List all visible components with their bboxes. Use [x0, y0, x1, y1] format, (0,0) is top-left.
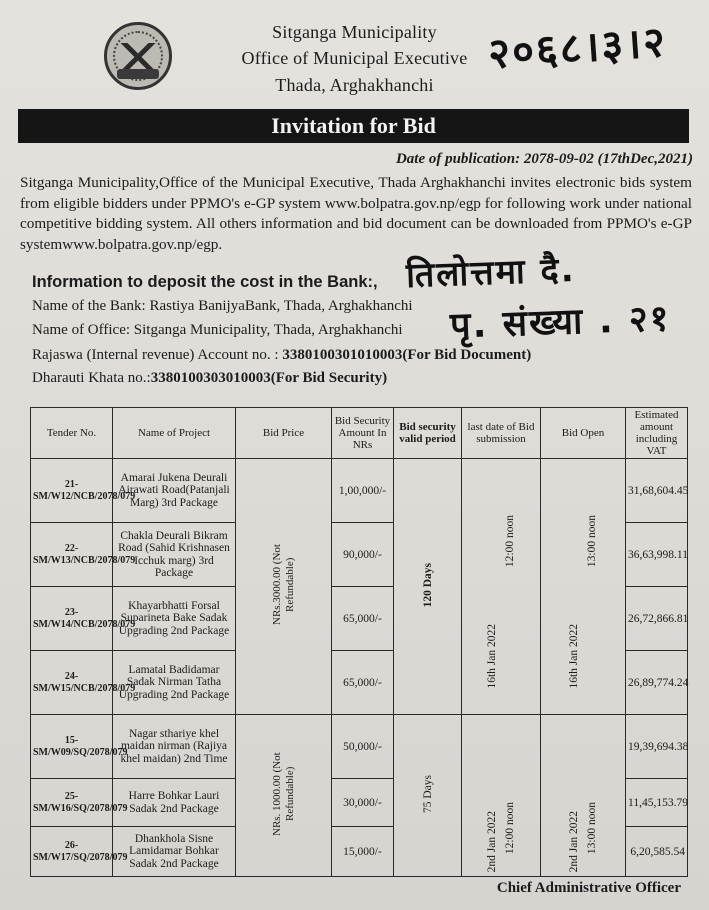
project-name: Harre Bohkar Lauri Sadak 2nd Package [113, 779, 236, 827]
table-row [31, 459, 688, 523]
intro-paragraph: Sitganga Municipality,Office of the Municipal Executive, Thada Arghakhanchi invites electronic bids system from eligible bidders under PPMO's e-GP system www.bolpatra.gov.np/egp for following work under national competitive bidding system. All others information and bid document can be downloaded from PPMO's e-GP systemwww.bolpatra.gov.np/egp. [20, 174, 692, 253]
bid-security: 65,000/- [332, 587, 394, 651]
rajaswa-account [32, 347, 531, 364]
valid-period-group-2 [394, 715, 462, 877]
submission-date: 16th Jan 2022 [486, 624, 498, 689]
table-row [31, 715, 688, 779]
signature-title: Chief Administrative Officer [496, 880, 681, 896]
tender-no: 25-SM/W16/SQ/2078/079 [31, 779, 113, 827]
tender-no: 22-SM/W13/NCB/2078/079 [31, 523, 113, 587]
project-name: Chakla Deurali Bikram Road (Sahid Krishnasen Icchuk marg) 3rd Package [113, 523, 236, 587]
dharauti-label: Dharauti Khata no.: [32, 370, 151, 386]
submission-group-1 [462, 459, 541, 715]
bid-price-value: NRs.3000.00 (Not Refundable) [270, 544, 296, 626]
header-valid-period: Bid security valid period [394, 408, 462, 459]
estimated-amount: 31,68,604.45 [626, 459, 688, 523]
office-account-name: Name of Office: Sitganga Municipality, Thada, Arghakhanchi [32, 322, 403, 338]
office-name: Office of Municipal Executive [241, 48, 468, 68]
header-submission-date: last date of Bid submission [462, 408, 541, 459]
bid-security: 50,000/- [332, 715, 394, 779]
org-name: Sitganga Municipality [272, 22, 437, 42]
project-name: Dhankhola Sisne Lamidamar Bohkar Sadak 2nd Package [113, 827, 236, 877]
header-project: Name of Project [113, 408, 236, 459]
bid-security: 1,00,000/- [332, 459, 394, 523]
header-estimated-amount: Estimated amount including VAT [626, 408, 688, 459]
bid-price-group-1 [236, 459, 332, 715]
valid-period-value: 120 Days [421, 562, 434, 608]
bid-price-value: NRs. 1000.00 (Not Refundable) [270, 752, 296, 836]
publication-date: Date of publication: 2078-09-02 (17thDec,2021) [395, 151, 693, 167]
bid-security: 90,000/- [332, 523, 394, 587]
bank-info-heading: Information to deposit the cost in the Bank:, [32, 273, 378, 291]
project-name: Lamatal Badidamar Sadak Nirman Tatha Upgrading 2nd Package [113, 651, 236, 715]
submission-time: 12:00 noon [504, 801, 516, 854]
tender-no: 26-SM/W17/SQ/2078/079 [31, 827, 113, 877]
submission-time: 12:00 noon [504, 515, 516, 568]
estimated-amount: 26,89,774.24 [626, 651, 688, 715]
bid-open-group-1 [541, 459, 626, 715]
estimated-amount: 36,63,998.11 [626, 523, 688, 587]
bank-name: Name of the Bank: Rastiya BanijyaBank, Thada, Arghakhanchi [32, 298, 413, 314]
tender-no: 24-SM/W15/NCB/2078/079 [31, 651, 113, 715]
bid-price-group-2 [236, 715, 332, 877]
bid-security: 15,000/- [332, 827, 394, 877]
bid-table [30, 407, 688, 877]
tender-no: 21-SM/W12/NCB/2078/079 [31, 459, 113, 523]
header-bid-security: Bid Security Amount In NRs [332, 408, 394, 459]
valid-period-value: 75 Days [421, 774, 434, 813]
tender-no: 15-SM/W09/SQ/2078/079 [31, 715, 113, 779]
handwritten-newspaper-note: तिलोत्तमा दै. [405, 250, 577, 296]
rajaswa-number: 3380100301010003(For Bid Document) [282, 347, 532, 363]
submission-group-2 [462, 715, 541, 877]
page-title: Invitation for Bid [18, 109, 689, 143]
submission-date: 2nd Jan 2022 [486, 810, 498, 872]
estimated-amount: 6,20,585.54 [626, 827, 688, 877]
project-name: Khayarbhatti Forsal Suparineta Bake Sadak Upgrading 2nd Package [113, 587, 236, 651]
open-date: 2nd Jan 2022 [568, 810, 580, 872]
header-bid-price: Bid Price [236, 408, 332, 459]
project-name: Nagar sthariye khel maidan nirman (Rajiya khel maidan) 2nd Time [113, 715, 236, 779]
office-location: Thada, Arghakhanchi [275, 75, 434, 95]
header-bid-open: Bid Open [541, 408, 626, 459]
open-date: 16th Jan 2022 [568, 624, 580, 689]
open-time: 13:00 noon [586, 801, 598, 854]
dharauti-account [32, 370, 387, 387]
dharauti-number: 3380100303010003(For Bid Security) [150, 370, 388, 386]
handwritten-page-note: पृ. संख्या . २१ [449, 298, 672, 347]
bid-open-group-2 [541, 715, 626, 877]
tender-no: 23-SM/W14/NCB/2078/079 [31, 587, 113, 651]
header-tender-no: Tender No. [31, 408, 113, 459]
bid-security: 30,000/- [332, 779, 394, 827]
estimated-amount: 11,45,153.79 [626, 779, 688, 827]
rajaswa-label: Rajaswa (Internal revenue) Account no. : [32, 347, 283, 363]
estimated-amount: 26,72,866.81 [626, 587, 688, 651]
handwritten-reference: २०६८।३।२ [486, 16, 669, 79]
open-time: 13:00 noon [586, 515, 598, 568]
valid-period-group-1 [394, 459, 462, 715]
bid-security: 65,000/- [332, 651, 394, 715]
table-header-row [31, 408, 688, 459]
estimated-amount: 19,39,694.38 [626, 715, 688, 779]
project-name: Amarai Jukena Deurali Airawati Road(Patanjali Marg) 3rd Package [113, 459, 236, 523]
